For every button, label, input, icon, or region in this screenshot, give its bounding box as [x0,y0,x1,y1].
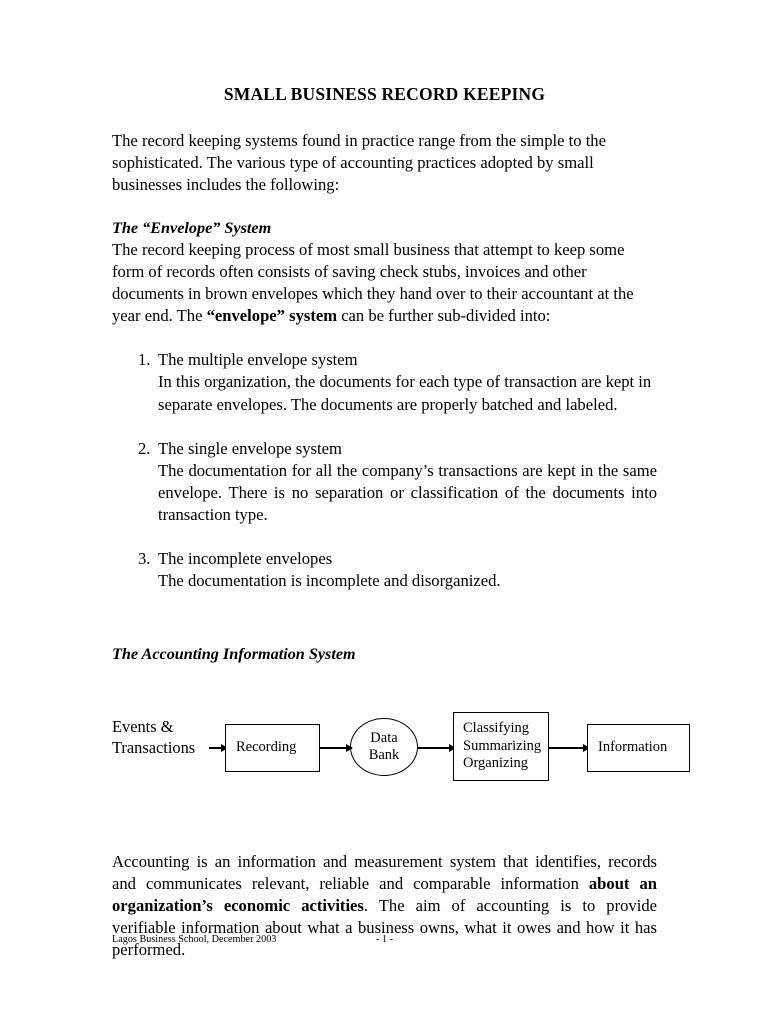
diagram-node-information [587,724,690,772]
footer-source-text: Lagos Business School, December 2003 [112,934,277,945]
diagram-node-recording [225,724,320,772]
list-item [112,438,657,526]
diagram-node-recording-label: Recording [236,739,297,756]
diagram-node-information-label: Information [598,739,668,756]
spacer [112,327,657,349]
footer-page-number: - 1 - [376,934,393,945]
spacer [112,804,657,851]
list-item-number: 2. [138,438,151,458]
spacer [112,592,657,644]
accounting-information-system-diagram [112,699,692,804]
list-item-title: The single envelope system [158,438,342,458]
diagram-node-classifying-label-line1: Classifying [463,719,530,736]
document-content [112,84,668,961]
diagram-node-data-bank [350,718,418,776]
diagram-node-classifying [453,712,549,781]
list-item-body: The documentation for all the company’s transactions are kept in the same envelope. There is no separation or classification of the documents into transaction type. [158,460,657,524]
arrow-icon-recording-to-data-bank [320,747,352,749]
arrow-icon-classifying-to-information [549,747,589,749]
diagram-node-classifying-label-line3: Organizing [463,755,528,772]
list-item-title: The incomplete envelopes [158,548,333,568]
diagram-node-classifying-label-line2: Summarizing [463,737,542,754]
list-item-body: In this organization, the documents for each type of transaction are kept in separate envelopes. The documents are properly batched and labeled. [158,372,652,414]
list-item-number: 3. [138,548,151,568]
envelope-types-list [112,349,657,592]
accounting-information-system-heading: The Accounting Information System [112,644,356,663]
diagram-input-label-line1: Events & [112,717,174,736]
page-title: SMALL BUSINESS RECORD KEEPING [223,84,546,104]
spacer [112,665,657,699]
spacer [112,196,657,218]
diagram-node-data-bank-label-line2: Bank [368,747,400,763]
closing-paragraph-part1: Accounting is an information and measurement system that identifies, records and communicates relevant, reliable and comparable information [112,852,657,894]
envelope-system-heading: The “Envelope” System [112,219,272,238]
envelope-system-paragraph [112,239,657,327]
list-item-body: The documentation is incomplete and disorganized. [158,570,501,590]
list-item-number: 1. [138,350,151,370]
diagram-input-label [112,716,224,758]
envelope-paragraph-part1: The record keeping process of most small business that attempt to keep some form of records often consists of saving check stubs, invoices and other documents in brown envelopes which they hand over to their accountant at the year end. The [112,240,634,326]
list-item [112,548,657,592]
list-item [112,349,657,415]
diagram-input-label-line2: Transactions [112,738,196,757]
envelope-paragraph-part2: can be further sub-divided into: [337,306,551,326]
envelope-paragraph-bold: “envelope” system [206,306,338,326]
closing-paragraph-bold: about an organization’s economic activities [112,874,657,916]
list-item-title: The multiple envelope system [158,350,358,370]
arrow-icon-data-bank-to-classifying [418,747,455,749]
closing-paragraph-part2: . The aim of accounting is to provide verifiable information about what a business owns, what it owes and how it has performed. [112,896,657,960]
diagram-node-data-bank-label-line1: Data [370,729,398,746]
intro-paragraph: The record keeping systems found in practice range from the simple to the sophisticated. The various type of accounting practices adopted by small businesses includes the following: [112,130,606,194]
